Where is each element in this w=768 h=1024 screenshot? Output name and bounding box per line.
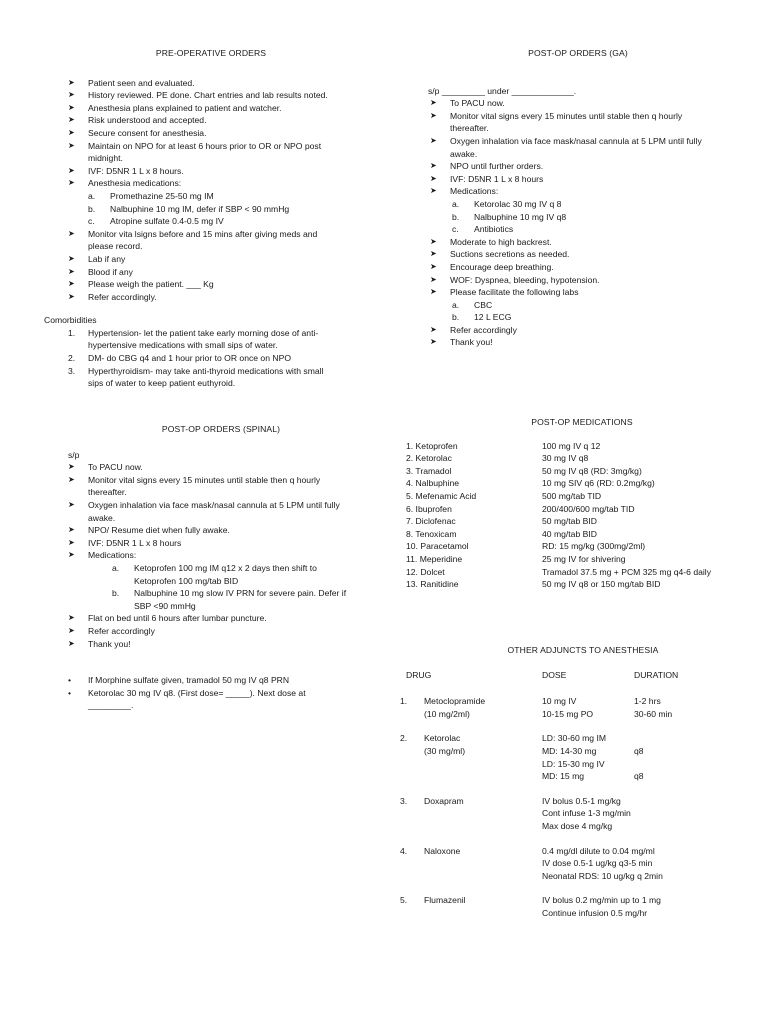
pre-op-item: ➤ Maintain on NPO for at least 6 hours prior to OR or NPO post midnight. <box>68 140 376 165</box>
post-op-spinal-sp: s/p <box>68 449 80 460</box>
post-op-ga-title: POST-OP ORDERS (GA) <box>528 48 628 58</box>
pre-op-item: ➤ History reviewed. PE done. Chart entries and lab results noted. <box>68 89 376 102</box>
post-op-spinal-item: ➤ NPO/ Resume diet when fully awake. <box>68 524 378 537</box>
post-op-spinal-item: ➤ IVF: D5NR 1 L x 8 hours <box>68 537 378 550</box>
post-op-spinal-title: POST-OP ORDERS (SPINAL) <box>161 424 281 434</box>
pre-op-item: ➤ Anesthesia plans explained to patient and watcher. <box>68 102 376 115</box>
header-dose: DOSE <box>542 669 567 680</box>
pre-op-item: ➤ Refer accordingly. <box>68 291 376 304</box>
med-row: 7. Diclofenac 50 mg/tab BID <box>406 516 597 527</box>
comorbidity-item: 3. Hyperthyroidism- may take anti-thyroid medications with small sips of water to keep patient euthyroid. <box>68 365 324 389</box>
adjunct-row: 4. Naloxone 0.4 mg/dl dilute to 0.04 mg/ml IV dose 0.5-1 ug/kg q3-5 min Neonatal RDS: 10 ug/kg q 2min <box>400 845 663 881</box>
adjunct-row: 1. Metoclopramide (10 mg/2ml) 10 mg IV 10-15 mg PO 1-2 hrs 30-60 min <box>400 696 673 719</box>
post-op-ga-item: ➤ Please facilitate the following labs <box>430 286 748 299</box>
pre-op-med: c. Atropine sulfate 0.4-0.5 mg IV <box>88 216 224 227</box>
post-op-ga-lab: b. 12 L ECG <box>452 312 512 323</box>
pre-op-section <box>46 47 376 390</box>
header-duration: DURATION <box>634 669 679 680</box>
comorbidity-item: 1. Hypertension- let the patient take early morning dose of anti- hypertensive medications with small sips of water. <box>68 327 319 351</box>
med-row: 10. Paracetamol RD: 15 mg/kg (300mg/2ml) <box>406 541 646 552</box>
adjunct-row: 5. Flumazenil IV bolus 0.2 mg/min up to 1 mg Continue infusion 0.5 mg/hr <box>400 895 661 918</box>
header-drug: DRUG <box>406 669 432 680</box>
post-op-spinal-item: ➤ Refer accordingly <box>68 625 378 638</box>
post-op-ga-item: ➤ WOF: Dyspnea, bleeding, hypotension. <box>430 274 748 287</box>
post-op-spinal-item: ➤ Oxygen inhalation via face mask/nasal cannula at 5 LPM until fully awake. <box>68 499 378 524</box>
comorbidities-list <box>46 327 376 390</box>
pre-op-item: ➤ IVF: D5NR 1 L x 8 hours. <box>68 165 376 178</box>
spinal-note: • If Morphine sulfate given, tramadol 50 mg IV q8 PRN <box>66 674 378 687</box>
post-op-meds-section <box>406 416 758 591</box>
post-op-ga-section <box>428 47 748 349</box>
med-row: 12. Dolcet Tramadol 37.5 mg + PCM 325 mg q4-6 daily <box>406 566 712 577</box>
post-op-spinal-item: ➤ Monitor vital signs every 15 minutes until stable then q hourly thereafter. <box>68 474 378 499</box>
comorbidity-item: 2. DM- do CBG q4 and 1 hour prior to OR once on NPO <box>68 353 292 364</box>
post-op-spinal-item: ➤ To PACU now. <box>68 461 378 474</box>
post-op-spinal-item: ➤ Thank you! <box>68 638 378 651</box>
post-op-ga-item: ➤ Encourage deep breathing. <box>430 261 748 274</box>
pre-op-item: ➤ Please weigh the patient. ___ Kg <box>68 278 376 291</box>
pre-op-item: ➤ Blood if any <box>68 266 376 279</box>
med-row: 3. Tramadol 50 mg IV q8 (RD: 3mg/kg) <box>406 465 642 476</box>
post-op-ga-item: ➤ Monitor vital signs every 15 minutes until stable then q hourly thereafter. <box>430 110 748 135</box>
adjunct-row: 3. Doxapram IV bolus 0.5-1 mg/kg Cont infuse 1-3 mg/min Max dose 4 mg/kg <box>400 795 631 831</box>
pre-op-item: ➤ Lab if any <box>68 253 376 266</box>
med-row: 6. Ibuprofen 200/400/600 mg/tab TID <box>406 503 635 514</box>
comorbidities-label: Comorbidities <box>44 315 97 326</box>
post-op-ga-med: b. Nalbuphine 10 mg IV q8 <box>452 211 567 222</box>
adjuncts-header <box>400 669 758 682</box>
post-op-ga-item: ➤ IVF: D5NR 1 L x 8 hours <box>430 173 748 186</box>
pre-op-item: ➤ Secure consent for anesthesia. <box>68 127 376 140</box>
pre-op-item: ➤ Monitor vita lsigns before and 15 mins after giving meds and please record. <box>68 228 376 253</box>
post-op-spinal-item: ➤ Medications: <box>68 549 378 562</box>
adjunct-row: 2. Ketorolac (30 mg/ml) LD: 30-60 mg IM MD: 14-30 mg LD: 15-30 mg IV MD: 15 mg q8 q8 <box>400 733 644 782</box>
med-row: 11. Meperidine 25 mg IV for shivering <box>406 553 626 564</box>
med-row: 1. Ketoprofen 100 mg IV q 12 <box>406 440 601 451</box>
post-op-spinal-section <box>68 423 378 712</box>
post-op-ga-item: ➤ NPO until further orders. <box>430 160 748 173</box>
post-op-ga-med: a. Ketorolac 30 mg IV q 8 <box>452 198 562 209</box>
post-op-ga-lab: a. CBC <box>452 299 493 310</box>
med-row: 8. Tenoxicam 40 mg/tab BID <box>406 528 597 539</box>
pre-op-item: ➤ Risk understood and accepted. <box>68 114 376 127</box>
post-op-ga-sp: s/p _________ under _____________. <box>428 85 577 96</box>
post-op-spinal-med: a. Ketoprofen 100 mg IM q12 x 2 days then shift to Ketoprofen 100 mg/tab BID <box>112 562 317 586</box>
pre-op-title: PRE-OPERATIVE ORDERS <box>155 48 267 58</box>
post-op-ga-item: ➤ Refer accordingly <box>430 324 748 337</box>
post-op-meds-title: POST-OP MEDICATIONS <box>531 417 633 427</box>
post-op-ga-item: ➤ Moderate to high backrest. <box>430 236 748 249</box>
med-row: 5. Mefenamic Acid 500 mg/tab TID <box>406 490 602 501</box>
adjuncts-title: OTHER ADJUNCTS TO ANESTHESIA <box>507 645 659 655</box>
post-op-ga-med: c. Antibiotics <box>452 224 514 235</box>
spinal-note: • Ketorolac 30 mg IV q8. (First dose= _____). Next dose at _________. <box>66 687 378 712</box>
pre-op-item: ➤ Patient seen and evaluated. <box>68 77 376 90</box>
post-op-ga-item: ➤ Oxygen inhalation via face mask/nasal cannula at 5 LPM until fully awake. <box>430 135 748 160</box>
post-op-spinal-item: ➤ Flat on bed until 6 hours after lumbar puncture. <box>68 612 378 625</box>
post-op-ga-item: ➤ Suctions secretions as needed. <box>430 248 748 261</box>
pre-op-item: ➤ Anesthesia medications: <box>68 177 376 190</box>
med-row: 13. Ranitidine 50 mg IV q8 or 150 mg/tab BID <box>406 579 661 590</box>
med-row: 2. Ketorolac 30 mg IV q8 <box>406 453 589 464</box>
post-op-ga-item: ➤ Medications: <box>430 185 748 198</box>
post-op-ga-item: ➤ Thank you! <box>430 336 748 349</box>
pre-op-med: a. Promethazine 25-50 mg IM <box>88 190 214 201</box>
adjuncts-section <box>400 644 758 920</box>
post-op-spinal-med: b. Nalbuphine 10 mg slow IV PRN for severe pain. Defer if SBP <90 mmHg <box>112 588 347 611</box>
med-row: 4. Nalbuphine 10 mg SIV q6 (RD: 0.2mg/kg) <box>406 478 655 489</box>
pre-op-med: b. Nalbuphine 10 mg IM, defer if SBP < 90 mmHg <box>88 203 290 214</box>
pre-op-list <box>46 77 376 304</box>
post-op-ga-item: ➤ To PACU now. <box>430 97 748 110</box>
